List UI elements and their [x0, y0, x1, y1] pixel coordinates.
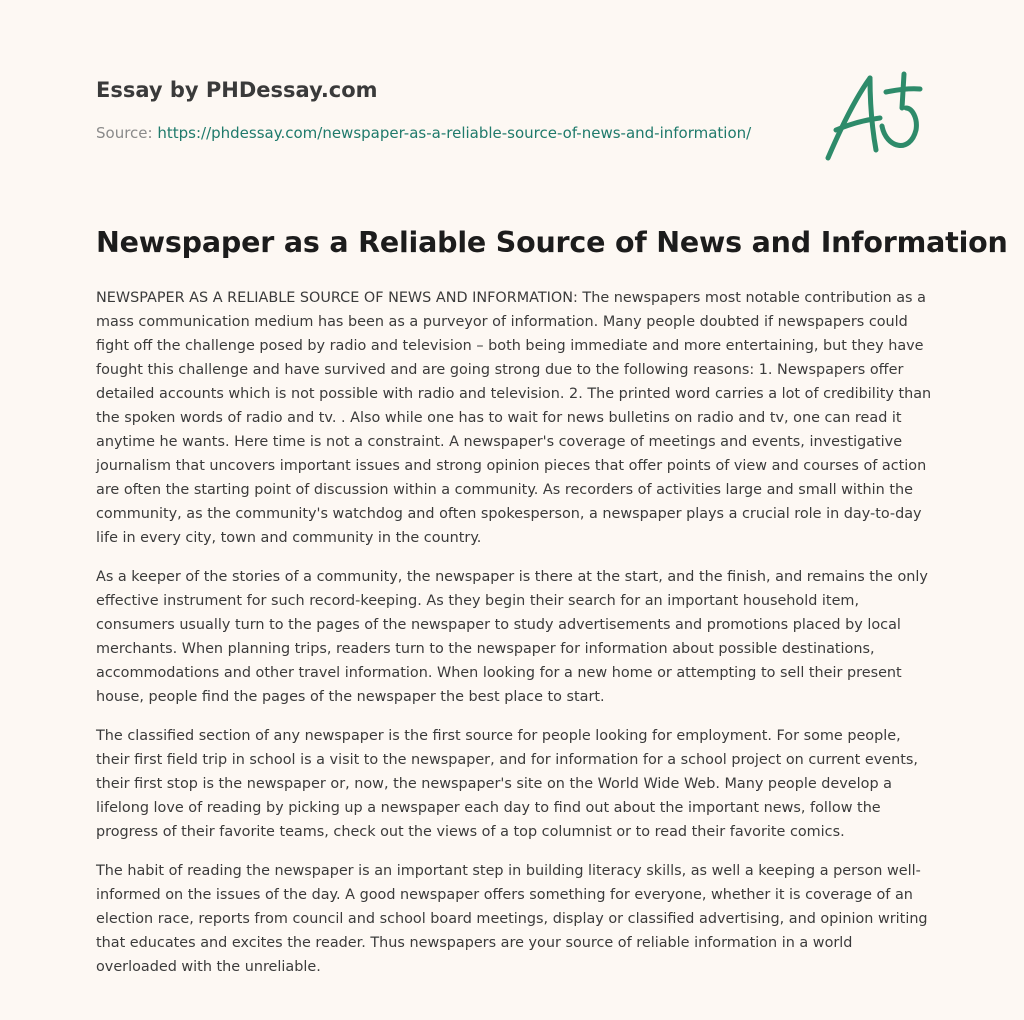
source-label: Source:	[96, 124, 153, 142]
source-line	[96, 124, 751, 142]
source-link[interactable]: https://phdessay.com/newspaper-as-a-reliable-source-of-news-and-information/	[157, 124, 752, 142]
paragraph: The habit of reading the newspaper is an important step in building literacy skills, as well a keeping a person well-informed on the issues of the day. A good newspaper offers something for everyone, whether it is coverage of an election race, reports from council and school board meetings, display or classified advertising, and opinion writing that educates and excites the reader. Thus newspapers are your source of reliable information in a world overloaded with the unreliable.	[96, 863, 928, 975]
a-plus-logo-icon	[820, 68, 924, 164]
paragraph: NEWSPAPER AS A RELIABLE SOURCE OF NEWS AND INFORMATION: The newspapers most notable contribution as a mass communication medium has been as a purveyor of information. Many people doubted if newspapers could fight off the challenge posed by radio and television – both being immediate and more entertaining, but they have fought this challenge and have survived and are going strong due to the following reasons: 1. Newspapers offer detailed accounts which is not possible with radio and television. 2. The printed word carries a lot of credibility than the spoken words of radio and tv. . Also while one has to wait for news bulletins on radio and tv, one can read it anytime he wants. Here time is not a constraint. A newspaper's coverage of meetings and events, investigative journalism that uncovers important issues and strong opinion pieces that offer points of view and courses of action are often the starting point of discussion within a community. As recorders of activities large and small within the community, as the community's watchdog and often spokesperson, a newspaper plays a crucial role in day-to-day life in every city, town and community in the country.	[96, 290, 932, 546]
site-brand: Essay by PHDessay.com	[96, 78, 378, 102]
essay-body	[96, 286, 932, 994]
paragraph: As a keeper of the stories of a community, the newspaper is there at the start, and the finish, and remains the only effective instrument for such record-keeping. As they begin their search for an important household item, consumers usually turn to the pages of the newspaper to study advertisements and promotions placed by local merchants. When planning trips, readers turn to the newspaper for information about possible destinations, accommodations and other travel information. When looking for a new home or attempting to sell their present house, people find the pages of the newspaper the best place to start.	[96, 569, 928, 705]
essay-title: Newspaper as a Reliable Source of News and Information	[96, 226, 1008, 259]
paragraph: The classified section of any newspaper is the first source for people looking for employment. For some people, their first field trip in school is a visit to the newspaper, and for information for a school project on current events, their first stop is the newspaper or, now, the newspaper's site on the World Wide Web. Many people develop a lifelong love of reading by picking up a newspaper each day to find out about the important news, follow the progress of their favorite teams, check out the views of a top columnist or to read their favorite comics.	[96, 728, 918, 840]
